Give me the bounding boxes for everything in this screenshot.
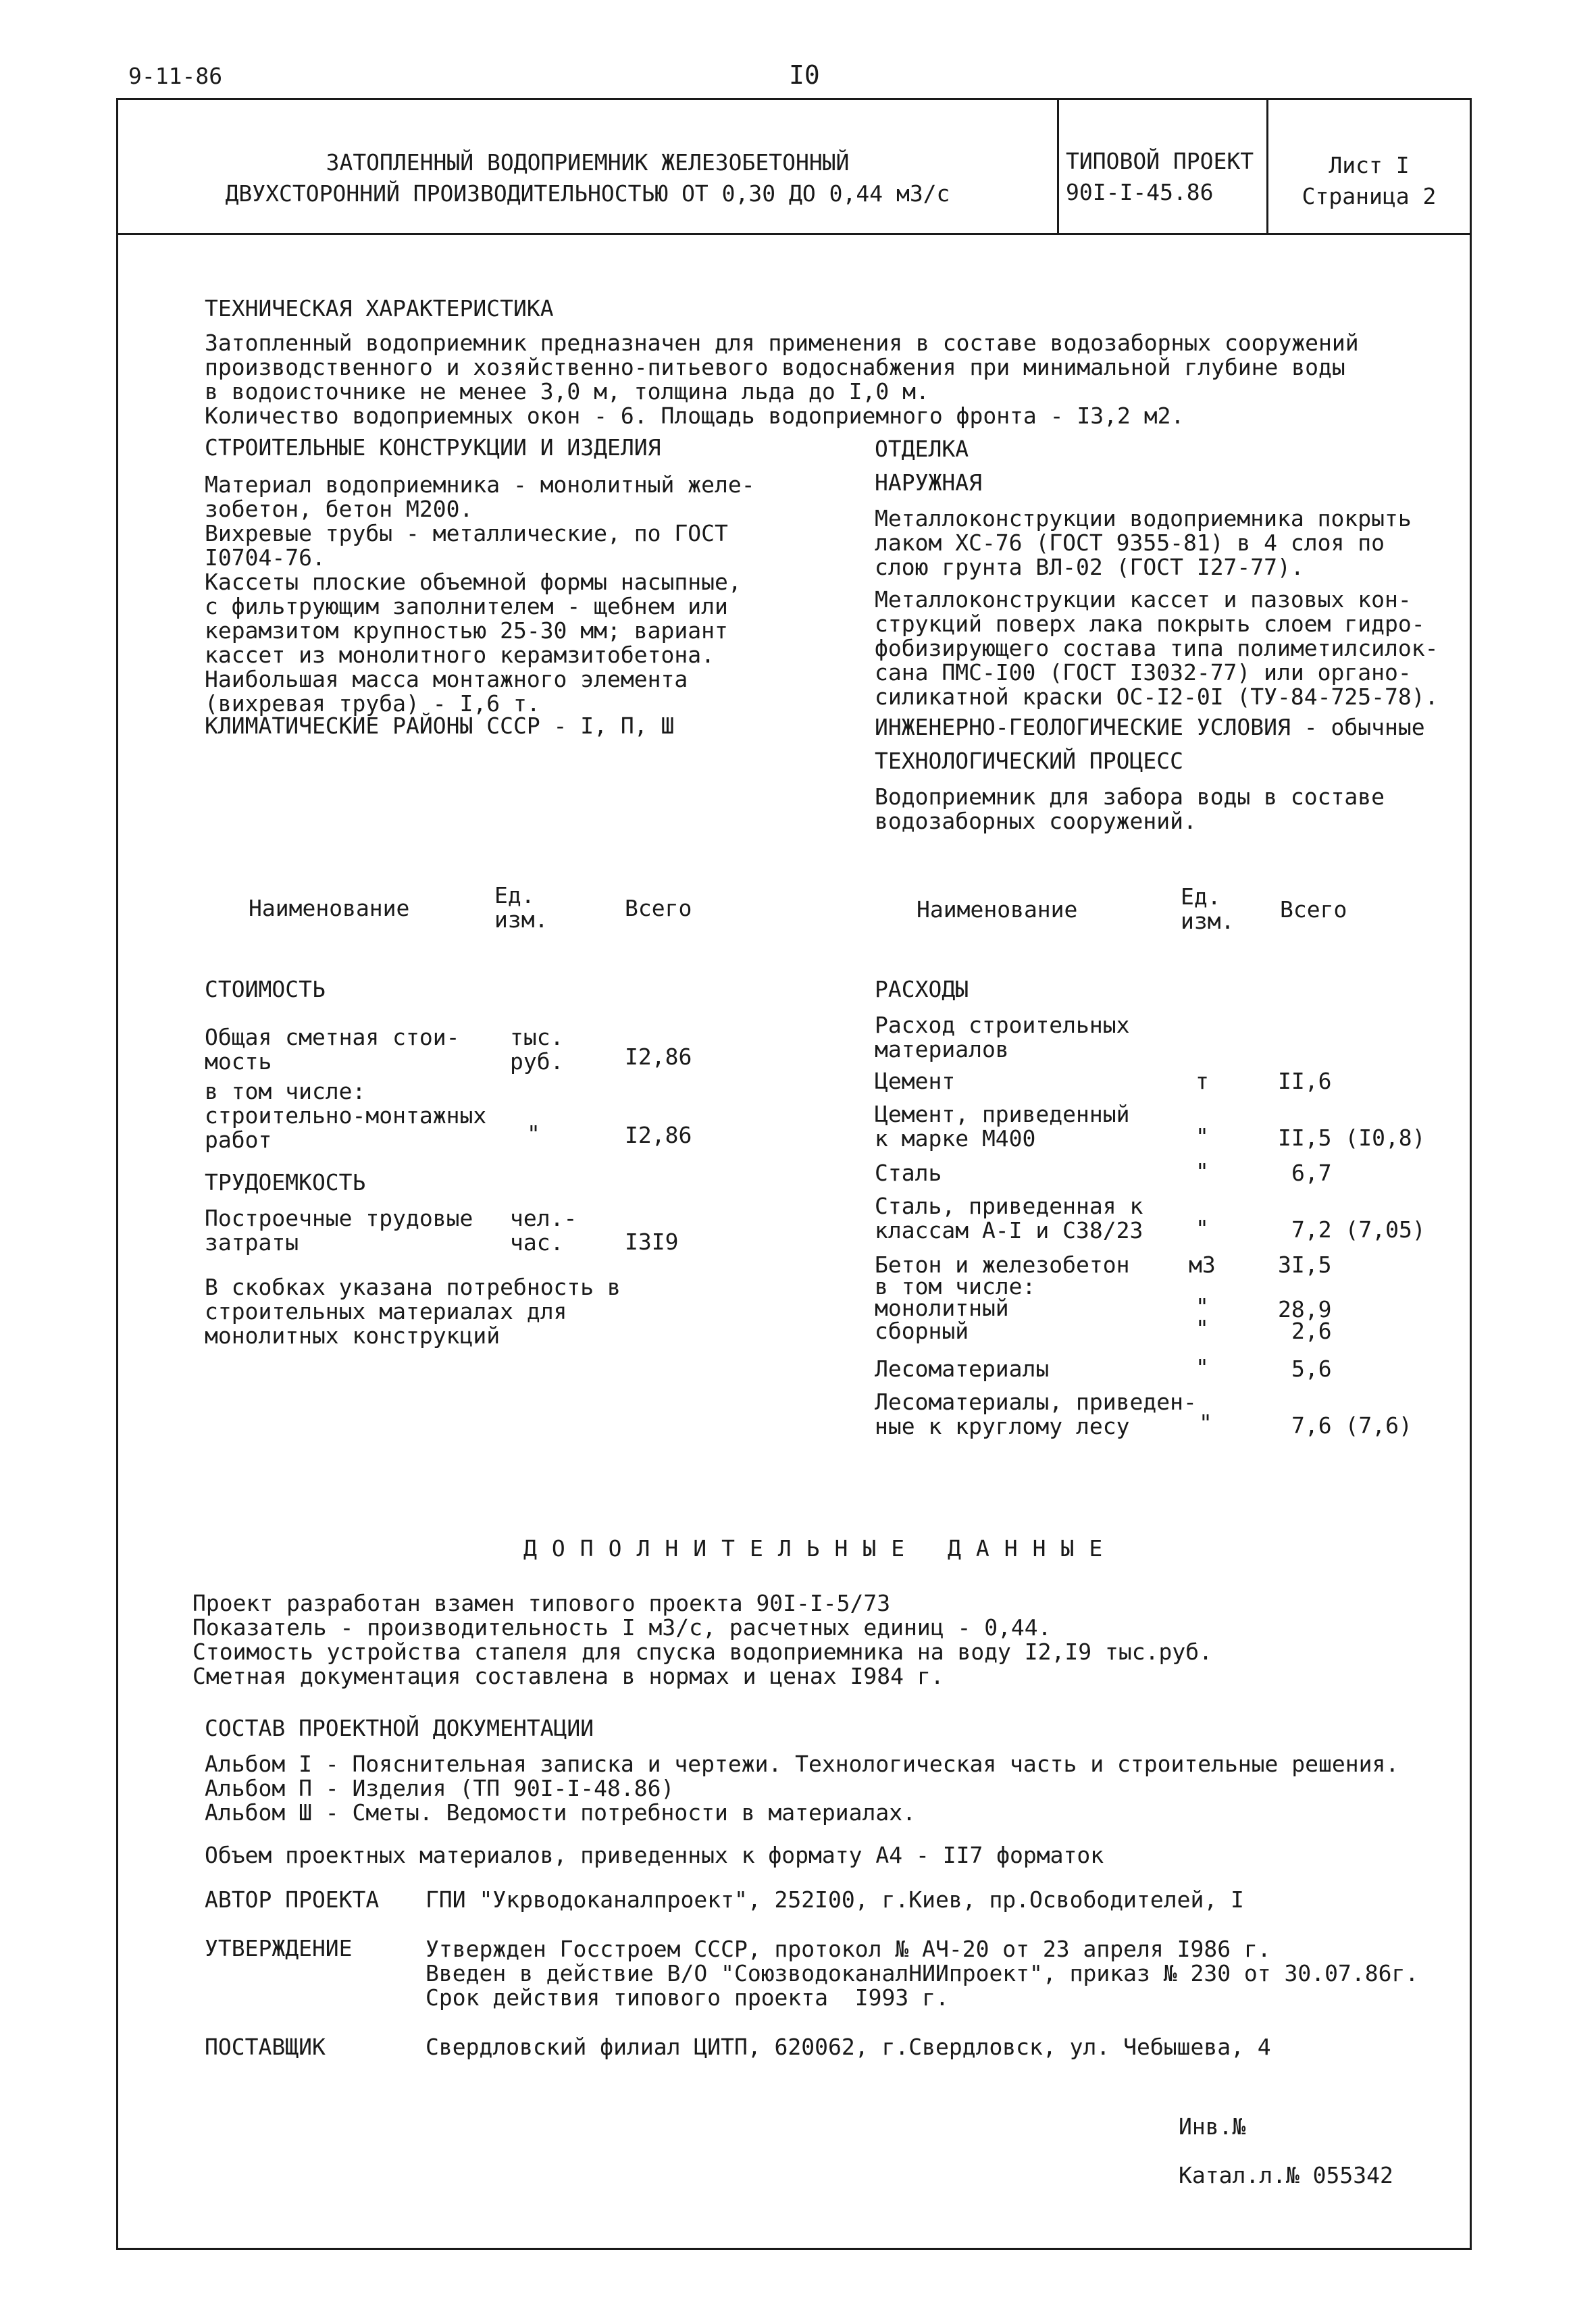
labor-value: I3I9 — [625, 1229, 679, 1255]
expense-name-line: классам А-I и С38/23 — [875, 1217, 1143, 1243]
finish-line: фобизирующего состава типа полиметилсилок- — [875, 635, 1439, 661]
left-header-unit — [494, 883, 548, 932]
process-line: водозаборных сооружений. — [875, 808, 1197, 834]
expense-unit: " — [1195, 1354, 1209, 1381]
approval-label: УТВЕРЖДЕНИЕ — [205, 1935, 353, 1961]
unit-header-line-1: Ед. — [494, 882, 535, 908]
note-line: строительных материалах для — [205, 1298, 567, 1325]
unit-header-line-1: Ед. — [1181, 883, 1221, 910]
finish-line: Металлоконструкции водоприемника покрыть — [875, 505, 1412, 532]
expense-value: 7,2 (7,05) — [1291, 1216, 1426, 1243]
expense-unit: " — [1195, 1293, 1209, 1320]
constructions-line: кассет из монолитного керамзитобетона. — [205, 642, 715, 668]
frame-right — [1470, 98, 1472, 2250]
expense-value: 6,7 — [1291, 1160, 1332, 1186]
finish-line: струкций поверх лака покрыть слоем гидро- — [875, 611, 1425, 637]
additional-line: Показатель - производительность I м3/с, расчетных единиц - 0,44. — [192, 1614, 1052, 1641]
constructions-line: с фильтрующим заполнителем - щебнем или — [205, 593, 728, 619]
expense-name-line: Цемент, приведенный — [875, 1101, 1130, 1127]
cost-incl-unit: " — [527, 1121, 540, 1147]
project-label: ТИПОВОЙ ПРОЕКТ — [1066, 148, 1254, 174]
expense-name: Лесоматериалы — [875, 1356, 1050, 1382]
frame-bottom — [116, 2248, 1472, 2250]
album-item: Альбом I - Пояснительная записка и чертежи. Технологическая часть и строительные решения. — [205, 1751, 1399, 1777]
cost-incl-line: в том числе: — [205, 1078, 366, 1104]
expense-value: 2,6 — [1291, 1318, 1332, 1344]
tech-heading: ТЕХНИЧЕСКАЯ ХАРАКТЕРИСТИКА — [205, 295, 554, 322]
expense-unit: " — [1195, 1158, 1209, 1185]
cost-total-unit-line: руб. — [510, 1048, 564, 1075]
materials-volume: Объем проектных материалов, приведенных к формату А4 - II7 форматок — [205, 1842, 1104, 1868]
expense-unit: " — [1195, 1123, 1209, 1150]
title-line-2: ДВУХСТОРОННИЙ ПРОИЗВОДИТЕЛЬНОСТЬЮ ОТ 0,30 ДО 0,44 м3/с — [225, 180, 950, 207]
title-line-1: ЗАТОПЛЕННЫЙ ВОДОПРИЕМНИК ЖЕЛЕЗОБЕТОННЫЙ — [326, 149, 850, 176]
expenses-subheading-line: материалов — [875, 1036, 1009, 1062]
labor-heading: ТРУДОЕМКОСТЬ — [205, 1169, 366, 1195]
expense-name — [875, 1102, 1130, 1151]
unit-header-line-2: изм. — [494, 906, 548, 933]
constructions-line: Кассеты плоские объемной формы насыпные, — [205, 569, 742, 595]
expense-value: 7,6 (7,6) — [1291, 1412, 1412, 1439]
expense-unit: " — [1195, 1315, 1209, 1341]
tech-line: Количество водоприемных окон - 6. Площадь водоприемного фронта - I3,2 м2. — [205, 403, 1185, 429]
albums-list — [205, 1752, 1399, 1825]
supplier-value: Свердловский филиал ЦИТП, 620062, г.Свердловск, ул. Чебышева, 4 — [426, 2034, 1271, 2060]
expense-unit: т — [1195, 1068, 1209, 1094]
cost-heading: СТОИМОСТЬ — [205, 976, 326, 1002]
cost-incl-value: I2,86 — [625, 1122, 692, 1148]
finish-line: сана ПМС-I00 (ГОСТ I3032-77) или органо- — [875, 659, 1412, 686]
document-title — [118, 147, 1057, 209]
constructions-line: Вихревые трубы - металлические, по ГОСТ — [205, 520, 728, 546]
catalog-sheet: Катал.л.№ 055342 — [1179, 2162, 1393, 2188]
finish-line: Металлоконструкции кассет и пазовых кон- — [875, 586, 1412, 613]
author-label: АВТОР ПРОЕКТА — [205, 1886, 380, 1913]
finish-heading: ОТДЕЛКА — [875, 436, 969, 462]
finish-line: силикатной краски ОС-I2-0I (ТУ-84-725-78). — [875, 684, 1439, 710]
expense-name — [875, 1390, 1197, 1439]
expense-name: Цемент — [875, 1068, 956, 1094]
approval-line: Срок действия типового проекта I993 г. — [426, 1984, 949, 2011]
constructions-line: Наибольшая масса монтажного элемента — [205, 666, 688, 692]
document-code: 9-11-86 — [128, 63, 223, 89]
cost-total-unit — [510, 1025, 563, 1074]
sheet-number: Лист I — [1329, 152, 1410, 178]
expense-name: монолитный — [875, 1295, 1009, 1321]
project-number: 90I-I-45.86 — [1066, 179, 1214, 205]
expense-unit: " — [1195, 1215, 1209, 1241]
labor-unit-line: чел.- — [510, 1205, 577, 1231]
constructions-line: зобетон, бетон М200. — [205, 496, 473, 522]
author-value: ГПИ "Укрводоканалпроект", 252I00, г.Киев, пр.Освободителей, I — [426, 1886, 1244, 1913]
page-label: Страница 2 — [1302, 183, 1437, 209]
constructions-line: (вихревая труба) - I,6 т. — [205, 690, 540, 717]
expense-name: сборный — [875, 1318, 969, 1344]
cost-incl-line: работ — [205, 1127, 272, 1153]
brackets-note — [205, 1275, 621, 1348]
approval-line: Утвержден Госстроем СССР, протокол № АЧ-20 от 23 апреля I986 г. — [426, 1936, 1271, 1962]
expense-value: II,6 — [1278, 1068, 1332, 1094]
constructions-text — [205, 473, 755, 716]
expense-value: 3I,5 — [1278, 1252, 1332, 1278]
outer-finish-p2 — [875, 588, 1438, 709]
approval-text — [426, 1937, 1418, 2010]
additional-data-heading: ДОПОЛНИТЕЛЬНЫЕ ДАННЫЕ — [523, 1535, 1118, 1562]
geo-conditions: ИНЖЕНЕРНО-ГЕОЛОГИЧЕСКИЕ УСЛОВИЯ - обычные — [875, 714, 1425, 740]
additional-line: Проект разработан взамен типового проекта 90I-I-5/73 — [192, 1590, 891, 1616]
labor-name — [205, 1206, 473, 1255]
process-text — [875, 785, 1385, 833]
expenses-subheading-line: Расход строительных — [875, 1012, 1130, 1038]
approval-line: Введен в действие В/О "СоюзводоканалНИИпроект", приказ № 230 от 30.07.86г. — [426, 1960, 1419, 1986]
tech-description — [205, 331, 1359, 428]
constructions-line: I0704-76. — [205, 544, 326, 571]
constructions-line: керамзитом крупностью 25-30 мм; вариант — [205, 617, 728, 644]
inventory-number: Инв.№ — [1179, 2113, 1246, 2140]
additional-data-text — [192, 1591, 1212, 1689]
sheet-info — [1268, 150, 1470, 212]
expense-name — [875, 1194, 1143, 1243]
expense-value: 28,9 — [1278, 1296, 1332, 1322]
note-line: монолитных конструкций — [205, 1322, 500, 1349]
labor-unit — [510, 1206, 577, 1255]
expense-unit: " — [1199, 1410, 1212, 1436]
supplier-label: ПОСТАВЩИК — [205, 2034, 326, 2060]
expense-name-line: Сталь, приведенная к — [875, 1193, 1143, 1219]
page-number: I0 — [789, 60, 820, 90]
labor-name-line: Построечные трудовые — [205, 1205, 473, 1231]
finish-line: лаком ХС-76 (ГОСТ 9355-81) в 4 слоя по — [875, 530, 1385, 556]
expense-unit: м3 — [1189, 1252, 1216, 1278]
cost-total-value: I2,86 — [625, 1044, 692, 1070]
cost-total-name-line: Общая сметная стои- — [205, 1024, 460, 1050]
expense-name-line: Лесоматериалы, приведен- — [875, 1389, 1197, 1415]
expense-name: в том числе: — [875, 1273, 1036, 1300]
cost-total-name — [205, 1025, 460, 1074]
process-line: Водоприемник для забора воды в составе — [875, 783, 1385, 810]
cost-incl-line: строительно-монтажных — [205, 1102, 487, 1129]
album-item: Альбом Ш - Сметы. Ведомости потребности в материалах. — [205, 1799, 916, 1826]
expense-value: 5,6 — [1291, 1356, 1332, 1382]
expenses-heading: РАСХОДЫ — [875, 976, 969, 1002]
docs-heading: СОСТАВ ПРОЕКТНОЙ ДОКУМЕНТАЦИИ — [205, 1715, 594, 1741]
cost-total-name-line: мость — [205, 1048, 272, 1075]
constructions-heading: СТРОИТЕЛЬНЫЕ КОНСТРУКЦИИ И ИЗДЕЛИЯ — [205, 434, 661, 461]
expense-name: Сталь — [875, 1160, 942, 1186]
outer-finish-heading: НАРУЖНАЯ — [875, 469, 982, 496]
additional-line: Сметная документация составлена в нормах и ценах I984 г. — [192, 1663, 944, 1689]
process-heading: ТЕХНОЛОГИЧЕСКИЙ ПРОЦЕСС — [875, 748, 1183, 774]
finish-line: слою грунта ВЛ-02 (ГОСТ I27-77). — [875, 554, 1304, 580]
expense-name: Бетон и железобетон — [875, 1252, 1130, 1278]
tech-line: Затопленный водоприемник предназначен для применения в составе водозаборных сооружений — [205, 330, 1359, 356]
climate-regions: КЛИМАТИЧЕСКИЕ РАЙОНЫ СССР - I, П, Ш — [205, 713, 675, 739]
title-block-divider-1 — [1057, 98, 1059, 234]
cost-incl-name — [205, 1079, 486, 1152]
outer-finish-p1 — [875, 507, 1412, 580]
tech-line: производственного и хозяйственно-питьевого водоснабжения при минимальной глубине воды — [205, 354, 1345, 380]
expense-name-line: к марке М400 — [875, 1125, 1036, 1152]
left-header-name: Наименование — [249, 895, 410, 921]
cost-total-unit-line: тыс. — [510, 1024, 564, 1050]
expense-name-line: ные к круглому лесу — [875, 1413, 1130, 1439]
expenses-subheading — [875, 1013, 1130, 1062]
labor-unit-line: час. — [510, 1229, 564, 1256]
right-header-unit — [1181, 885, 1234, 933]
labor-name-line: затраты — [205, 1229, 299, 1256]
unit-header-line-2: изм. — [1181, 908, 1235, 934]
expense-value: II,5 (I0,8) — [1278, 1125, 1426, 1151]
album-item: Альбом П - Изделия (ТП 90I-I-48.86) — [205, 1775, 675, 1801]
right-header-name: Наименование — [917, 896, 1078, 923]
note-line: В скобках указана потребность в — [205, 1274, 621, 1300]
right-header-total: Всего — [1280, 896, 1347, 923]
constructions-line: Материал водоприемника - монолитный желе- — [205, 471, 755, 498]
frame-left — [116, 98, 118, 2250]
left-header-total: Всего — [625, 895, 692, 921]
additional-line: Стоимость устройства стапеля для спуска водоприемника на воду I2,I9 тыс.руб. — [192, 1639, 1212, 1665]
tech-line: в водоисточнике не менее 3,0 м, толщина льда до I,0 м. — [205, 378, 929, 405]
